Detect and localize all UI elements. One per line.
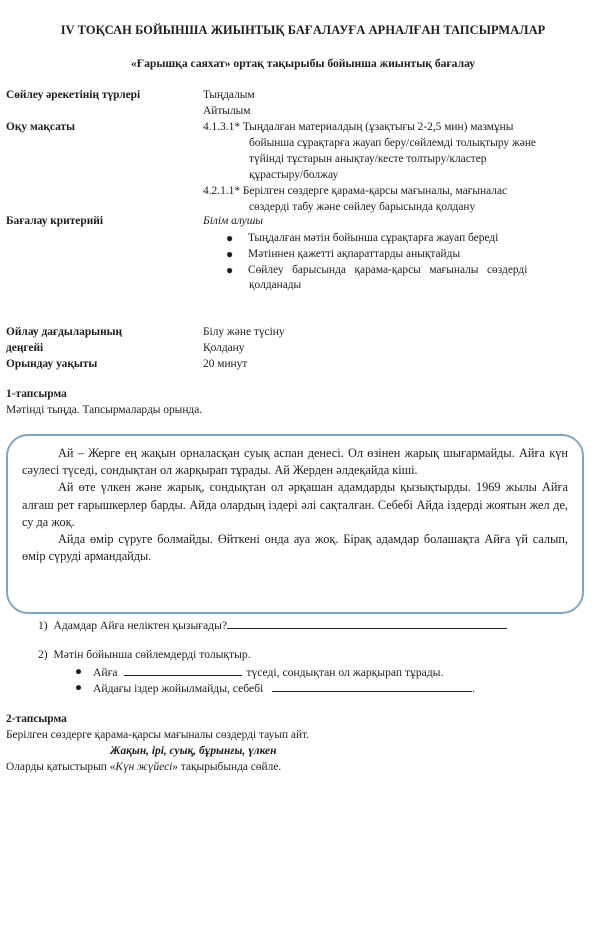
bullet-icon: ● (226, 247, 234, 261)
criteria-subtitle: Білім алушы (203, 215, 264, 227)
thinking-skills-label-2: деңгейі (6, 342, 44, 354)
criteria-item-3-continued: қолданады (249, 279, 302, 291)
time-label: Орындау уақыты (6, 358, 98, 370)
question-2-item-2 (75, 680, 475, 696)
bullet-icon: ● (226, 231, 234, 245)
criteria-label: Бағалау критерийі (6, 215, 103, 227)
criteria-item-text: Сөйлеу барысында қарама-қарсы мағыналы сөздерді (248, 264, 528, 276)
listening-text-box (6, 434, 584, 614)
thinking-level-1: Білу және түсіну (203, 326, 285, 338)
q2-item-1-end: түседі, сондықтан ол жарқырап тұрады. (246, 666, 444, 679)
criteria-item-text: Тыңдалған мәтін бойынша сұрақтарға жауап береді (248, 232, 499, 244)
learning-goal-label: Оқу мақсаты (6, 121, 75, 133)
task2-title: 2-тапсырма (6, 713, 67, 725)
text-paragraph: Ай – Жерге ең жақын орналасқан суық аспан денесі. Ол өзінен жарық шығармайды. Айға күн сәулесі түседі, сондықтан ол жарқырап тұрады. Ай Жерден әлдеқайда кіші. (22, 446, 568, 478)
task1-instruction: Мәтінді тыңда. Тапсырмаларды орында. (6, 404, 203, 416)
speech-types-label: Сөйлеу әрекетінің түрлері (6, 89, 141, 101)
q2-item-1-start: Айға (93, 666, 118, 679)
task2-final-instruction (6, 760, 281, 775)
learning-goal-1-line-1: бойынша сұрақтарға жауап беру/сөйлемді толықтыру және (249, 137, 536, 149)
answer-line[interactable] (124, 664, 242, 676)
task2-topic: Күн жүйесі (115, 761, 173, 773)
text-paragraph: Ай өте үлкен және жарық, сондықтан ол әрқашан адамдарды қызықтырды. 1969 жылы Айға алғаш рет ғарышкерлер барды. Айда олардың іздері әлі сақталған. Себебі Айда іздерді жоятын жел де, су да жоқ. (22, 480, 568, 529)
bullet-icon: ● (75, 681, 83, 694)
answer-line[interactable] (227, 617, 507, 629)
task1-title: 1-тапсырма (6, 388, 67, 400)
bullet-icon: ● (226, 263, 234, 277)
q2-item-2-start: Айдағы іздер жойылмайды, себебі (93, 682, 264, 695)
text-paragraph: Айда өмір сүруге болмайды. Өйткені онда ауа жоқ. Бірақ адамдар болашақта Айға үй салып, өмір сүруді армандайды. (22, 532, 568, 564)
answer-line[interactable] (272, 680, 472, 692)
learning-goal-1-line-3: құрастыру/болжау (249, 169, 339, 181)
time-value: 20 минут (203, 358, 248, 370)
bullet-icon: ● (75, 665, 83, 678)
learning-goal-1: 4.1.3.1* Тыңдалған материалдың (ұзақтығы 2-2,5 мин) мазмұны (203, 121, 514, 133)
q2-item-2-end: . (472, 682, 476, 695)
task2-instruction: Берілген сөздерге қарама-қарсы мағыналы сөздерді тауып айт. (6, 729, 310, 741)
speech-type-listening: Тыңдалым (203, 89, 255, 101)
question-2-item-1 (75, 664, 443, 680)
criteria-item-text: Мәтіннен қажетті ақпараттарды анықтайды (248, 248, 461, 260)
task2-final-start: Оларды қатыстырып « (6, 761, 116, 773)
task2-final-end: » тақырыбында сөйле. (172, 761, 282, 773)
speech-type-speaking: Айтылым (203, 105, 251, 117)
learning-goal-2: 4.2.1.1* Берілген сөздерге қарама-қарсы мағыналы, мағыналас (203, 185, 508, 197)
learning-goal-1-line-2: түйінді тұстарын анықтау/кесте толтыру/кластер (249, 153, 487, 165)
criteria-item (226, 231, 601, 246)
question-1 (38, 617, 507, 633)
thinking-level-2: Қолдану (203, 342, 245, 354)
question-2-text: 2) Мәтін бойынша сөйлемдерді толықтыр. (38, 648, 251, 661)
page-title: IV ТОҚСАН БОЙЫНША ЖИЫНТЫҚ БАҒАЛАУҒА АРНАЛҒАН ТАПСЫРМАЛАР (60, 23, 546, 37)
criteria-item (226, 263, 601, 278)
task2-words: Жақын, ірі, суық, бұрынғы, үлкен (110, 745, 277, 757)
page-subtitle: «Ғарышқа саяхат» ортақ тақырыбы бойынша жиынтық бағалау (130, 57, 476, 70)
question-1-text: 1) Адамдар Айға неліктен қызығады? (38, 619, 228, 632)
criteria-item (226, 247, 601, 262)
thinking-skills-label: Ойлау дағдыларының (6, 326, 123, 338)
learning-goal-2-line: сөздерді табу және сөйлеу барысында қолдану (249, 201, 476, 213)
